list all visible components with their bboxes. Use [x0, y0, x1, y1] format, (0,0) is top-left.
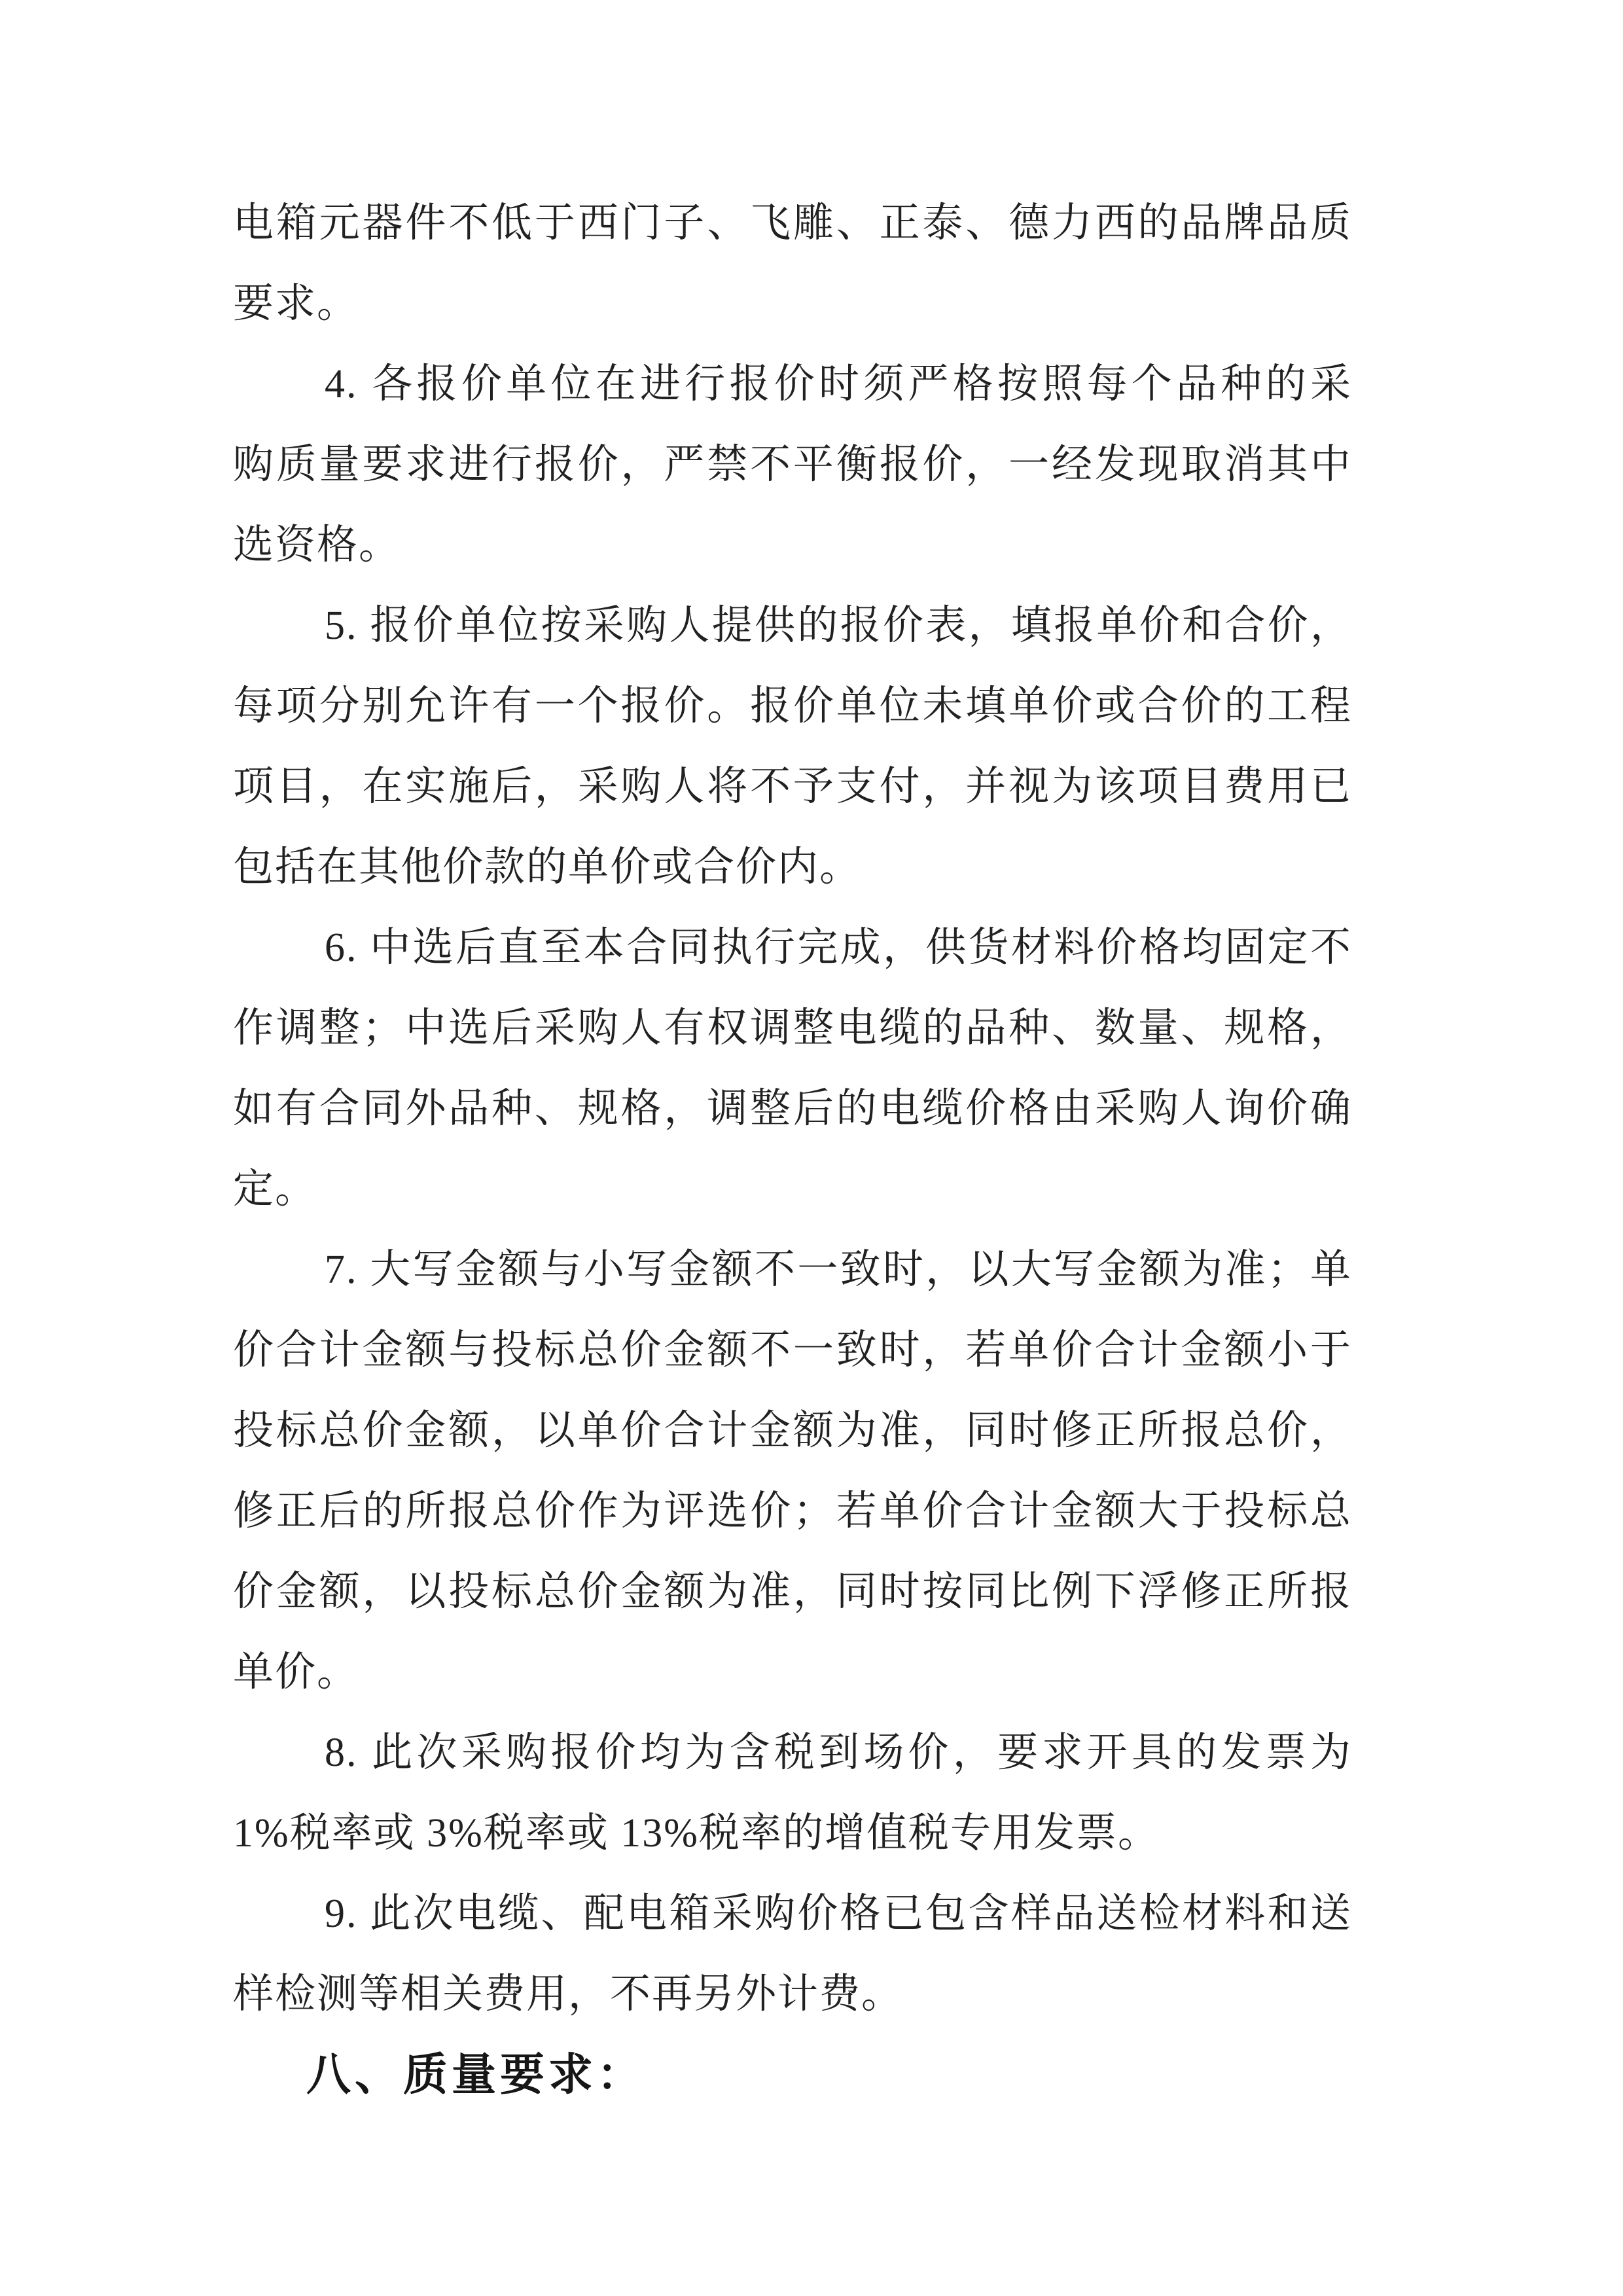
- text-line: 包括在其他价款的单价或合价内。: [233, 845, 862, 889]
- text-line: 作调整；中选后采购人有权调整电缆的品种、数量、规格，: [233, 1006, 1352, 1050]
- text-line: 1%税率或 3%税率或 13%税率的增值税专用发票。: [233, 1811, 1160, 1856]
- text-line: 要求。: [233, 281, 359, 326]
- text-line: 如有合同外品种、规格，调整后的电缆价格由采购人询价确: [233, 1086, 1352, 1131]
- text-line: 选资格。: [233, 523, 401, 567]
- text-line: 修正后的所报总价作为评选价；若单价合计金额大于投标总: [233, 1489, 1352, 1534]
- page-content: [233, 183, 1352, 2115]
- text-line: 5. 报价单位按采购人提供的报价表，填报单价和合价，: [325, 603, 1352, 648]
- text-line: 项目，在实施后，采购人将不予支付，并视为该项目费用已: [233, 764, 1352, 809]
- section-heading: 八、质量要求：: [306, 2050, 646, 2100]
- text-line: 样检测等相关费用，不再另外计费。: [233, 1972, 904, 2017]
- text-line: 价合计金额与投标总价金额不一致时，若单价合计金额小于: [233, 1328, 1352, 1372]
- text-line: 每项分别允许有一个报价。报价单位未填单价或合价的工程: [233, 684, 1352, 728]
- text-line: 7. 大写金额与小写金额不一致时，以大写金额为准；单: [325, 1247, 1352, 1292]
- text-line: 单价。: [233, 1650, 359, 1695]
- text-line: 9. 此次电缆、配电箱采购价格已包含样品送检材料和送: [325, 1892, 1352, 1936]
- text-line: 购质量要求进行报价，严禁不平衡报价，一经发现取消其中: [233, 442, 1352, 487]
- text-line: 投标总价金额，以单价合计金额为准，同时修正所报总价，: [233, 1408, 1352, 1453]
- text-line: 6. 中选后直至本合同执行完成，供货材料价格均固定不: [325, 925, 1352, 970]
- text-line: 价金额，以投标总价金额为准，同时按同比例下浮修正所报: [233, 1570, 1352, 1614]
- text-line: 电箱元器件不低于西门子、飞雕、正泰、德力西的品牌品质: [233, 201, 1352, 245]
- text-line: 8. 此次采购报价均为含税到场价，要求开具的发票为: [325, 1731, 1352, 1775]
- text-line: 定。: [233, 1167, 317, 1211]
- text-line: 4. 各报价单位在进行报价时须严格按照每个品种的采: [325, 362, 1352, 406]
